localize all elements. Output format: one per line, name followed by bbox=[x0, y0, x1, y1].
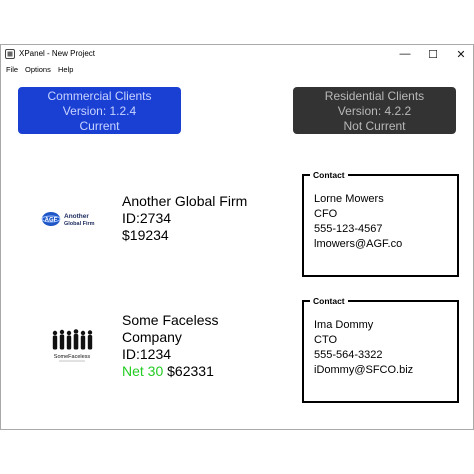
company-id: ID:2734 bbox=[122, 210, 172, 226]
app-icon bbox=[5, 49, 15, 59]
client-info-agf bbox=[122, 193, 247, 244]
residential-tab-name: Residential Clients bbox=[324, 89, 425, 103]
agf-logo bbox=[41, 207, 101, 231]
contact-title: CTO bbox=[314, 334, 338, 346]
window-title: XPanel - New Project bbox=[19, 49, 96, 58]
menu-options[interactable]: Options bbox=[25, 65, 51, 74]
payment-terms: Net 30 bbox=[122, 363, 164, 379]
sfco-logo-caption: SomeFaceless bbox=[53, 354, 91, 360]
app-window bbox=[0, 44, 474, 430]
contact-phone: 555-123-4567 bbox=[314, 223, 383, 235]
agf-logo-mark: AGF bbox=[44, 217, 58, 224]
company-amount: $19234 bbox=[122, 227, 169, 243]
title-bar bbox=[1, 45, 473, 63]
company-name-line2: Company bbox=[122, 329, 182, 345]
company-terms-amount bbox=[122, 363, 232, 380]
contact-legend: Contact bbox=[310, 296, 348, 306]
commercial-clients-button[interactable] bbox=[18, 87, 181, 134]
menu-file[interactable]: File bbox=[6, 65, 19, 74]
commercial-tab-status: Current bbox=[79, 119, 120, 133]
company-name-line1: Some Faceless bbox=[122, 312, 219, 328]
sfco-logo bbox=[47, 327, 97, 367]
contact-title: CFO bbox=[314, 208, 338, 220]
residential-clients-button[interactable] bbox=[293, 87, 456, 134]
minimize-button[interactable]: — bbox=[399, 48, 411, 60]
agf-logo-line1: Another bbox=[64, 213, 89, 220]
contact-card-sfco bbox=[302, 296, 459, 403]
company-amount: $62331 bbox=[167, 363, 214, 379]
close-button[interactable]: ✕ bbox=[456, 48, 466, 61]
residential-tab-version: Version: 4.2.2 bbox=[337, 104, 412, 118]
contact-name: Lorne Mowers bbox=[314, 193, 384, 205]
contact-email: lmowers@AGF.co bbox=[314, 238, 403, 250]
commercial-tab-version: Version: 1.2.4 bbox=[62, 104, 137, 118]
company-id: ID:1234 bbox=[122, 346, 172, 362]
contact-phone: 555-564-3322 bbox=[314, 349, 383, 361]
client-info-sfco bbox=[122, 312, 232, 380]
maximize-button[interactable]: ☐ bbox=[428, 48, 438, 61]
contact-card-agf bbox=[302, 170, 459, 277]
menu-help[interactable]: Help bbox=[58, 65, 74, 74]
contact-email: iDommy@SFCO.biz bbox=[314, 364, 414, 376]
commercial-tab-name: Commercial Clients bbox=[47, 89, 152, 103]
contact-legend: Contact bbox=[310, 170, 348, 180]
agf-logo-line2: Global Firm bbox=[64, 221, 95, 227]
company-name: Another Global Firm bbox=[122, 193, 248, 209]
menu-bar bbox=[1, 63, 473, 77]
agf-logo-graphic bbox=[41, 207, 101, 231]
residential-tab-status: Not Current bbox=[343, 119, 406, 133]
sfco-logo-graphic bbox=[47, 327, 97, 367]
contact-name: Ima Dommy bbox=[314, 319, 374, 331]
